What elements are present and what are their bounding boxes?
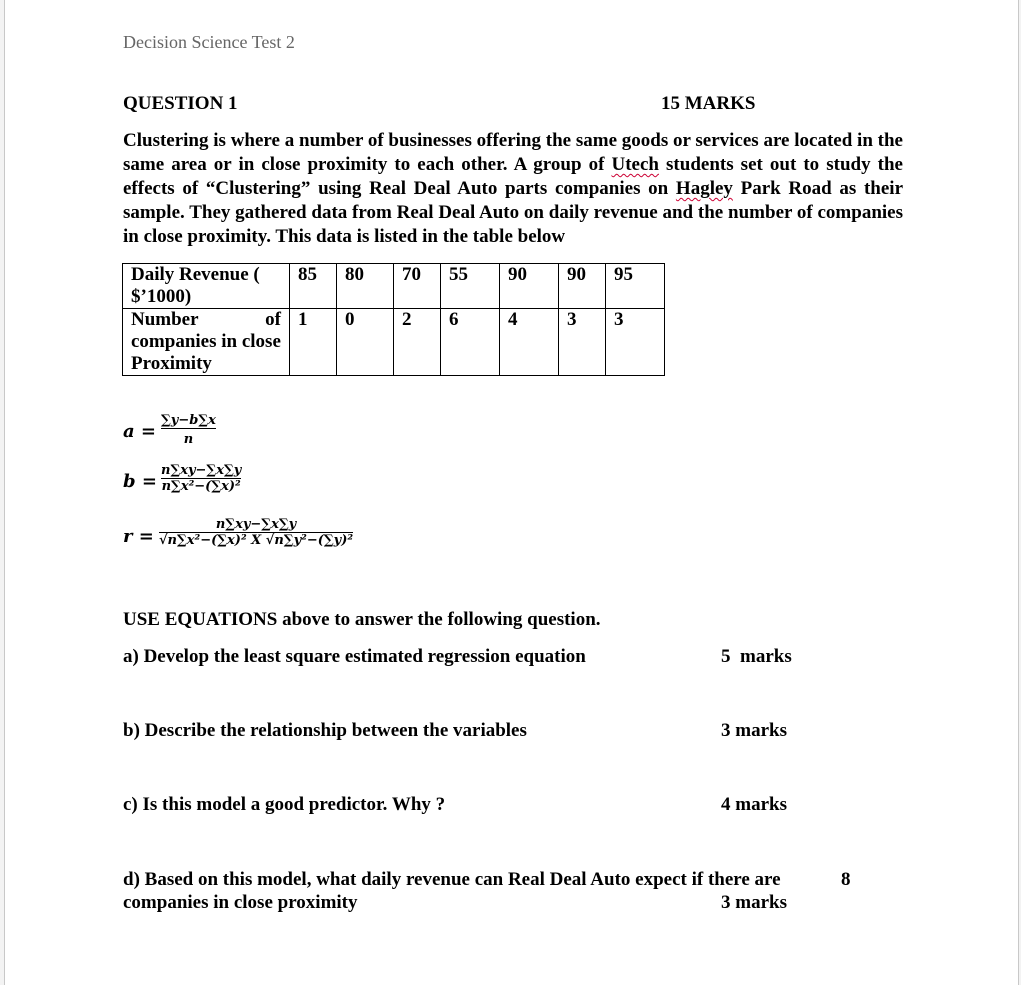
question-d-line1: d) Based on this model, what daily revenue can Real Deal Auto expect if there are xyxy=(123,869,781,890)
table-cell: 90 xyxy=(500,264,559,309)
table-cell: 6 xyxy=(441,309,500,376)
table-cell: 1 xyxy=(290,309,337,376)
formula-a-denominator: n xyxy=(161,428,216,447)
formula-b-fraction xyxy=(161,463,241,494)
formula-b-numerator: n∑xy−∑x∑y xyxy=(161,463,242,478)
intro-part3: Park Road as their sample. They gathered data from Real Deal Auto on daily revenue and the number of companies in close proximity. This data is listed in the table below xyxy=(123,178,904,247)
page-header: Decision Science Test 2 xyxy=(123,32,295,52)
formula-r-numerator: n∑xy−∑x∑y xyxy=(215,517,297,532)
document-page xyxy=(4,0,1019,985)
question-c-text: c) Is this model a good predictor. Why ? xyxy=(123,794,446,815)
question-b-marks: 3 marks xyxy=(721,720,787,741)
table-cell: 2 xyxy=(394,309,441,376)
intro-part1: Clustering is where a number of businesses offering the same goods or services are located in the same area or in close proximity to each other. A group of xyxy=(123,130,903,175)
data-table xyxy=(122,263,665,376)
table-cell: 80 xyxy=(337,264,394,309)
table-cell: 3 xyxy=(606,309,665,376)
table-cell: 55 xyxy=(441,264,500,309)
table-cell-label: Daily Revenue ( $’1000) xyxy=(123,264,290,309)
formula-a-fraction xyxy=(161,413,216,447)
table-cell-label xyxy=(123,309,290,376)
question-d-marks: 3 marks xyxy=(721,892,787,913)
table-cell: 3 xyxy=(559,309,606,376)
table-cell: 4 xyxy=(500,309,559,376)
table-cell: 90 xyxy=(559,264,606,309)
question-c-marks: 4 marks xyxy=(721,794,787,815)
label-number: Number xyxy=(131,309,199,330)
formula-b-denominator: n∑x²−(∑x)² xyxy=(161,479,241,494)
question-marks: 15 MARKS xyxy=(661,93,756,114)
spellcheck-word-utech[interactable]: Utech xyxy=(611,154,659,175)
formula-r-lhs: r = xyxy=(123,526,154,547)
table-cell: 95 xyxy=(606,264,665,309)
table-cell: 85 xyxy=(290,264,337,309)
table-row-companies xyxy=(123,309,665,376)
table-cell: 0 xyxy=(337,309,394,376)
question-d-number: 8 xyxy=(841,869,851,890)
intro-part2: students set out to study the effects of “Clustering” using Real Deal Auto parts companies on xyxy=(123,154,903,199)
instruction-text: USE EQUATIONS above to answer the following question. xyxy=(123,609,601,630)
formula-r-denominator: √n∑x²−(∑x)² X √n∑y²−(∑y)² xyxy=(159,533,354,548)
formula-a-numerator: ∑y−b∑x xyxy=(161,413,216,428)
label-rest: companies in close Proximity xyxy=(131,331,281,374)
question-d-line2: companies in close proximity xyxy=(123,892,358,913)
question-b-text: b) Describe the relationship between the variables xyxy=(123,720,527,741)
question-a-marks: 5 marks xyxy=(721,646,792,667)
intro-paragraph xyxy=(123,129,903,249)
label-of: of xyxy=(265,309,281,330)
question-a-text: a) Develop the least square estimated regression equation xyxy=(123,646,586,667)
formula-a-lhs: a = xyxy=(123,421,157,442)
spellcheck-word-hagley[interactable]: Hagley xyxy=(675,178,733,199)
table-cell: 70 xyxy=(394,264,441,309)
formula-r-fraction xyxy=(159,517,353,548)
table-row-revenue xyxy=(123,264,665,309)
question-title: QUESTION 1 xyxy=(123,93,238,114)
formula-b-lhs: b = xyxy=(123,471,157,492)
